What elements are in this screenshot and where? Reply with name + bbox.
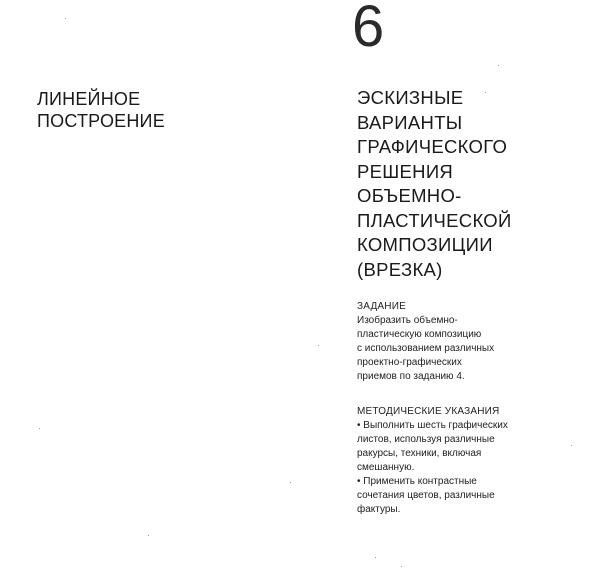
guidelines-line: ракурсы, техники, включая [357,448,482,459]
title-line: (ВРЕЗКА) [357,258,443,280]
guidelines-section [357,405,508,517]
guidelines-line: листов, используя различные [357,434,495,445]
assignment-section [357,300,494,384]
assignment-line: приемов по заданию 4. [357,371,465,382]
assignment-line: с использованием различных [357,343,495,354]
scan-speck [148,535,149,536]
scan-speck [290,482,291,483]
scan-speck [571,445,572,446]
left-heading-line: ЛИНЕЙНОЕ [37,89,141,109]
guidelines-line: фактуры. [357,504,401,515]
scan-speck [375,557,376,558]
title-line: РЕШЕНИЯ [357,160,454,182]
guidelines-line: смешанную. [357,462,415,473]
scan-speck [401,566,402,567]
assignment-heading: ЗАДАНИЕ [357,301,406,312]
scan-speck [485,92,486,93]
assignment-line: пластическую композицию [357,329,482,340]
title-line: ГРАФИЧЕСКОГО [357,136,508,157]
scan-speck [498,65,499,66]
chapter-title [357,86,512,282]
scan-speck [318,345,319,346]
title-line: КОМПОЗИЦИИ [357,234,493,255]
guidelines-line: • Применить контрастные [357,476,477,487]
assignment-line: Изобразить объемно- [357,315,458,326]
title-line: ВАРИАНТЫ [357,111,463,133]
left-heading-line: ПОСТРОЕНИЕ [37,111,165,131]
title-line: ОБЪЕМНО- [357,185,462,206]
guidelines-heading: МЕТОДИЧЕСКИЕ УКАЗАНИЯ [357,406,500,417]
title-line: ЭСКИЗНЫЕ [357,87,464,108]
left-page-heading [37,88,165,132]
guidelines-line: • Выполнить шесть графических [357,420,508,431]
chapter-number: 6 [352,0,385,59]
assignment-line: проектно-графических [357,357,462,368]
guidelines-line: сочетания цветов, различные [357,490,495,501]
scan-speck [39,428,40,429]
title-line: ПЛАСТИЧЕСКОЙ [357,209,512,231]
scan-speck [65,18,66,19]
